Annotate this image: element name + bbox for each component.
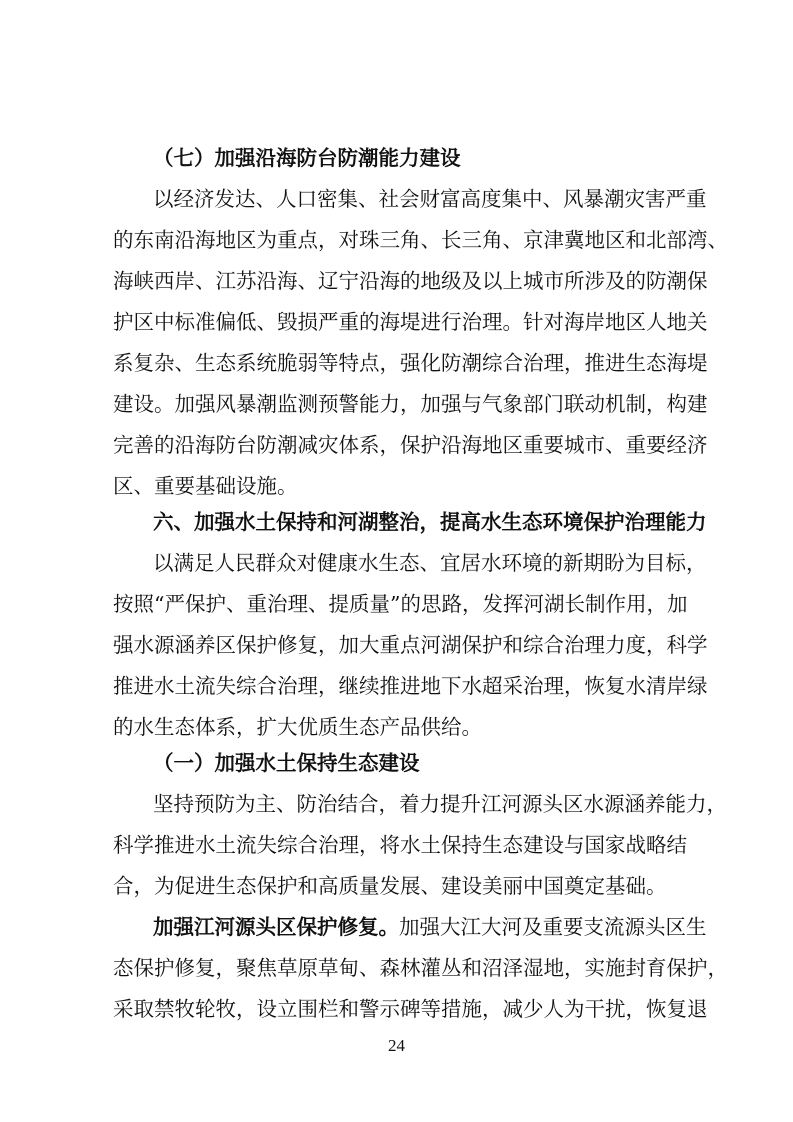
paragraph-line: 的水生态体系，扩大优质生态产品供给。 bbox=[113, 715, 482, 739]
page-number: 24 bbox=[388, 1036, 405, 1055]
paragraph-line: 按照“严保护、重治理、提质量”的思路，发挥河湖长制作用，加 bbox=[113, 592, 688, 616]
paragraph-line: 强水源涵养区保护修复，加大重点河湖保护和综合治理力度，科学 bbox=[113, 633, 708, 657]
paragraph-text: 加强大江大河及重要支流源头区生 bbox=[399, 915, 707, 939]
paragraph-line: 区、重要基础设施。 bbox=[113, 474, 298, 498]
paragraph-line: 采取禁牧轮牧，设立围栏和警示碑等措施，减少人为干扰，恢复退 bbox=[113, 997, 708, 1021]
paragraph-line: 科学推进水土流失综合治理，将水土保持生态建设与国家战略结 bbox=[113, 833, 687, 857]
paragraph-line: 护区中标准偏低、毁损严重的海堤进行治理。针对海岸地区人地关 bbox=[113, 310, 708, 334]
paragraph-line: 海峡西岸、江苏沿海、辽宁沿海的地级及以上城市所涉及的防潮保 bbox=[113, 269, 708, 293]
chapter-heading: 六、加强水土保持和河湖整治，提高水生态环境保护治理能力 bbox=[153, 510, 707, 534]
paragraph-line: 建设。加强风暴潮监测预警能力，加强与气象部门联动机制，构建 bbox=[113, 392, 708, 416]
paragraph-line: 坚持预防为主、防治结合，着力提升江河源头区水源涵养能力， bbox=[153, 792, 727, 816]
paragraph-line: 以满足人民群众对健康水生态、宜居水环境的新期盼为目标， bbox=[153, 551, 707, 575]
paragraph-line: 完善的沿海防台防潮减灾体系，保护沿海地区重要城市、重要经济 bbox=[113, 433, 708, 457]
paragraph-line: 态保护修复，聚焦草原草甸、森林灌丛和沼泽湿地，实施封育保护， bbox=[113, 956, 728, 980]
paragraph-line: 合，为促进生态保护和高质量发展、建设美丽中国奠定基础。 bbox=[113, 874, 667, 898]
paragraph-line bbox=[153, 914, 707, 940]
paragraph-line: 的东南沿海地区为重点，对珠三角、长三角、京津冀地区和北部湾、 bbox=[113, 228, 728, 252]
section-heading: （七）加强沿海防台防潮能力建设 bbox=[153, 146, 461, 170]
section-heading: （一）加强水土保持生态建设 bbox=[153, 751, 420, 775]
paragraph-line: 系复杂、生态系统脆弱等特点，强化防潮综合治理，推进生态海堤 bbox=[113, 351, 708, 375]
paragraph-line: 以经济发达、人口密集、社会财富高度集中、风暴潮灾害严重 bbox=[153, 187, 707, 211]
paragraph-lead: 加强江河源头区保护修复。 bbox=[153, 915, 399, 939]
paragraph-line: 推进水土流失综合治理，继续推进地下水超采治理，恢复水清岸绿 bbox=[113, 674, 708, 698]
